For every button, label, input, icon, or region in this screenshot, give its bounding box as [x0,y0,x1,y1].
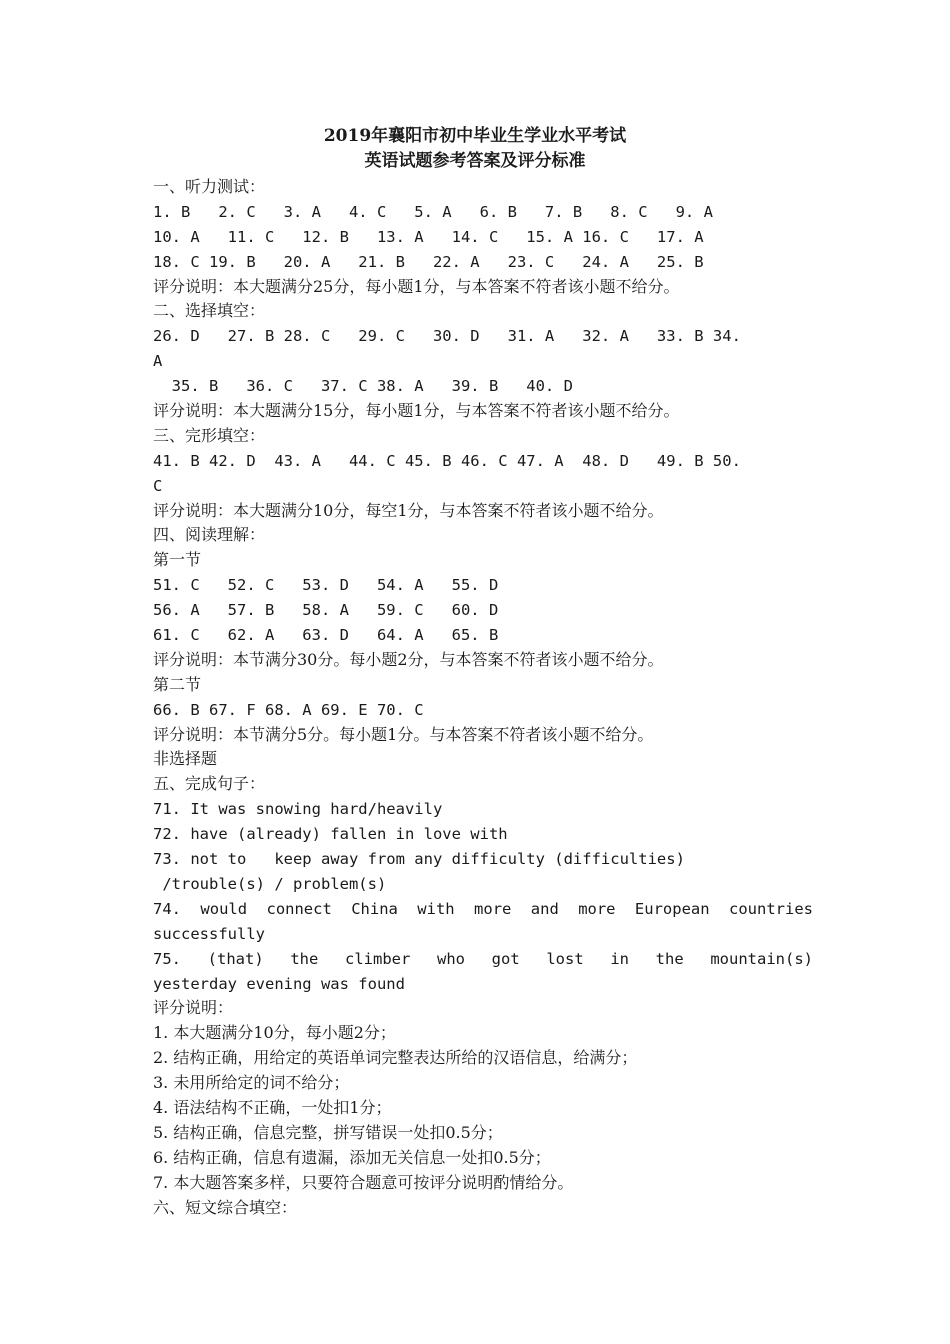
answer-line: 72. have (already) fallen in love with [153,825,508,844]
answer-line: 26. D 27. B 28. C 29. C 30. D 31. A 32. A 33. B 34. [153,327,741,346]
section-heading: 六、短文综合填空： [153,1197,298,1217]
document-title: 2019年襄阳市初中毕业生学业水平考试 [323,126,627,146]
subsection-heading: 第一节 [153,550,202,570]
answer-line: 41. B 42. D 43. A 44. C 45. B 46. C 47. A 48. D 49. B 50. [153,451,741,470]
document-subtitle: 英语试题参考答案及评分标准 [364,151,586,171]
subsection-heading: 第二节 [153,674,202,694]
scoring-rule: 6. 结构正确，信息有遗漏，添加无关信息一处扣0.5分； [153,1147,551,1167]
document-body [153,175,813,1220]
section-heading: 二、选择填空： [153,301,266,321]
answer-line: 61. C 62. A 63. D 64. A 65. B [153,626,499,645]
answer-line: 66. B 67. F 68. A 69. E 70. C [153,700,424,719]
scoring-rule: 5. 结构正确，信息完整，拼写错误一处扣0.5分； [153,1122,503,1142]
section-heading: 一、听力测试： [153,177,266,196]
scoring-note: 评分说明：本节满分5分。每小题1分。与本答案不符者该小题不给分。 [153,724,654,744]
scoring-rule: 2. 结构正确，用给定的英语单词完整表达所给的汉语信息，给满分； [153,1048,638,1068]
answer-line: successfully [153,924,265,943]
answer-line: 71. It was snowing hard/heavily [153,800,443,819]
scoring-note: 评分说明：本大题满分10分，每空1分，与本答案不符者该小题不给分。 [153,500,664,520]
scoring-note: 评分说明：本大题满分25分，每小题1分，与本答案不符者该小题不给分。 [153,276,680,296]
answer-line: 73. not to keep away from any difficulty (difficulties) [153,850,685,869]
answer-line: A [153,352,163,371]
scoring-rule: 4. 语法结构不正确，一处扣1分； [153,1097,392,1117]
scoring-note: 评分说明：本节满分30分。每小题2分，与本答案不符者该小题不给分。 [153,649,664,669]
part-heading: 非选择题 [153,749,218,769]
section-heading: 五、完成句子： [153,774,266,794]
answer-line: 18. C 19. B 20. A 21. B 22. A 23. C 24. A 25. B [153,252,704,271]
answer-line: /trouble(s) / problem(s) [153,874,387,893]
section-heading: 三、完形填空： [153,425,266,445]
answer-line: 1. B 2. C 3. A 4. C 5. A 6. B 7. B 8. C 9. A [153,202,713,221]
answer-line: 56. A 57. B 58. A 59. C 60. D [153,601,499,620]
scoring-rule: 3. 未用所给定的词不给分； [153,1073,350,1093]
answer-line: 74. would connect China with more and more European countries [153,899,813,918]
answer-line: 75. (that) the climber who got lost in the mountain(s) [153,949,813,968]
answer-line: yesterday evening was found [153,974,405,993]
title-block [0,124,950,174]
section-heading: 四、阅读理解： [153,525,266,545]
answer-line: 51. C 52. C 53. D 54. A 55. D [153,576,499,595]
scoring-note: 评分说明：本大题满分15分，每小题1分，与本答案不符者该小题不给分。 [153,401,680,421]
answer-line: 35. B 36. C 37. C 38. A 39. B 40. D [153,377,573,396]
scoring-rule: 7. 本大题答案多样，只要符合题意可按评分说明酌情给分。 [153,1172,574,1192]
scoring-rule: 1. 本大题满分10分，每小题2分； [153,1023,396,1043]
answer-line: 10. A 11. C 12. B 13. A 14. C 15. A 16. C 17. A [153,227,704,246]
scoring-note-heading: 评分说明： [153,998,234,1018]
answer-line: C [153,476,163,495]
